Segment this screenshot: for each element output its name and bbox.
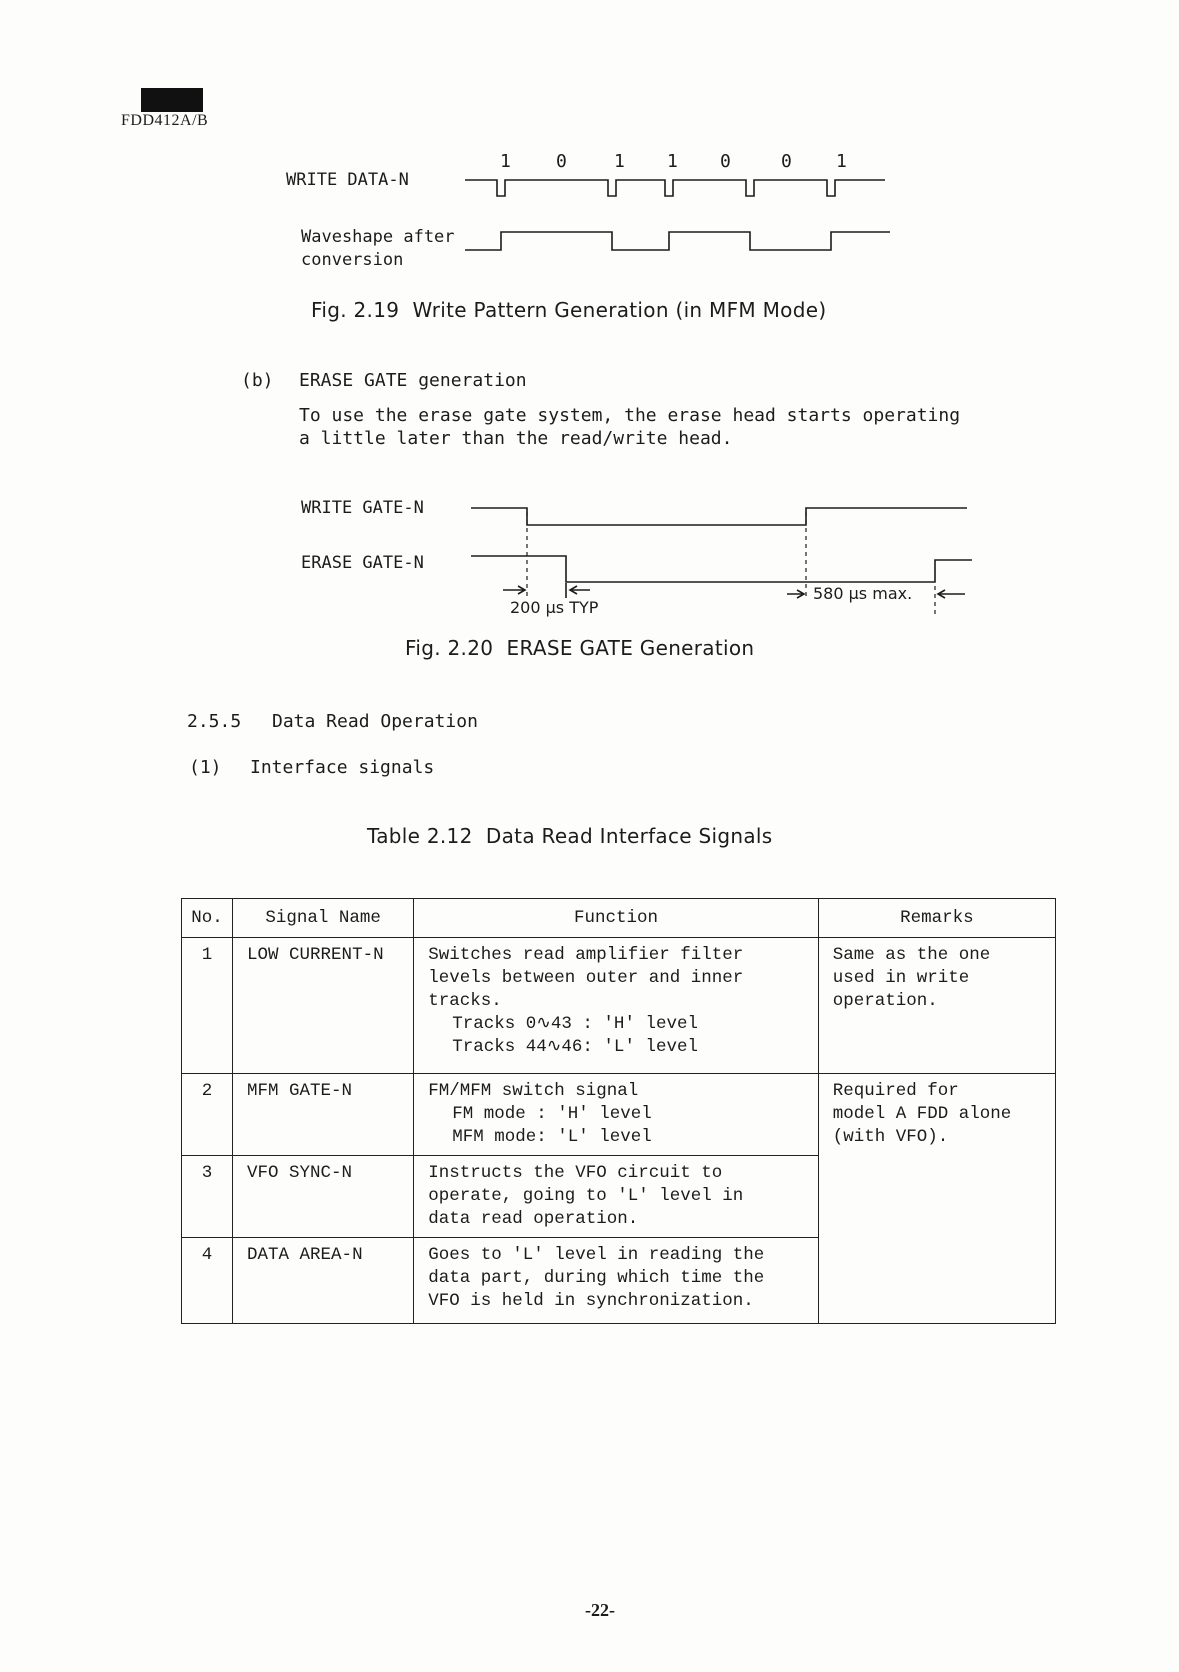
write-gate-waveform — [471, 508, 967, 525]
column-header-function: Function — [414, 899, 818, 938]
row-number: 3 — [201, 1163, 213, 1183]
subsection-number: (1) — [189, 757, 222, 778]
figure-2-20-caption: Fig. 2.20 ERASE GATE Generation — [405, 636, 755, 660]
row-number: 2 — [201, 1081, 213, 1101]
erase-gate-label: ERASE GATE-N — [301, 553, 424, 573]
section-number: 2.5.5 — [187, 711, 242, 732]
function-text: Instructs the VFO circuit to operate, going to 'L' level in data read operation. — [428, 1163, 744, 1229]
table-row — [182, 938, 1056, 1074]
section-title: Data Read Operation — [272, 711, 478, 732]
bit-label-6: 0 — [781, 151, 792, 172]
column-header-no: No. — [182, 899, 233, 938]
delay-200us-label: 200 μs TYP — [510, 598, 599, 617]
erase-paragraph-line-2: a little later than the read/write head. — [299, 428, 733, 449]
remarks-text: Same as the one used in write operation. — [832, 945, 991, 1011]
waveshape-label: Waveshape after — [301, 227, 455, 247]
erase-gate-heading: ERASE GATE generation — [299, 370, 527, 391]
section-marker-b: (b) — [241, 370, 274, 391]
subsection-title: Interface signals — [250, 757, 435, 778]
model-number: FDD412A/B — [121, 112, 209, 129]
figure-2-19-caption: Fig. 2.19 Write Pattern Generation (in MFM Mode) — [311, 298, 827, 322]
write-data-label: WRITE DATA-N — [286, 170, 409, 190]
bit-label-1: 1 — [500, 151, 511, 172]
column-header-signal-name: Signal Name — [233, 899, 414, 938]
function-text: Switches read amplifier filter levels between outer and inner tracks. Tracks 0∿43 : 'H' level Tracks 44∿46: 'L' level — [428, 945, 744, 1057]
bit-label-2: 0 — [556, 151, 567, 172]
signal-name: MFM GATE-N — [247, 1081, 353, 1101]
signal-name: LOW CURRENT-N — [247, 945, 384, 965]
signal-name: DATA AREA-N — [247, 1245, 363, 1265]
row-number: 4 — [201, 1245, 213, 1265]
row-number: 1 — [201, 945, 213, 965]
function-text: FM/MFM switch signal FM mode : 'H' level MFM mode: 'L' level — [428, 1081, 652, 1147]
table-2-12-caption: Table 2.12 Data Read Interface Signals — [367, 824, 773, 848]
remarks-text: Required for model A FDD alone (with VFO). — [832, 1081, 1012, 1147]
write-gate-label: WRITE GATE-N — [301, 498, 424, 518]
bit-label-3: 1 — [614, 151, 625, 172]
bit-label-7: 1 — [836, 151, 847, 172]
max-580us-label: 580 μs max. — [813, 584, 913, 603]
column-header-remarks: Remarks — [818, 899, 1055, 938]
page-number: -22- — [585, 1600, 615, 1620]
function-text: Goes to 'L' level in reading the data part, during which time the VFO is held in synchronization. — [428, 1245, 765, 1311]
converted-waveform — [465, 232, 890, 250]
write-data-waveform — [465, 180, 885, 196]
bit-label-5: 0 — [720, 151, 731, 172]
signal-name: VFO SYNC-N — [247, 1163, 353, 1183]
data-read-signals-table — [181, 898, 1056, 1324]
erase-paragraph-line-1: To use the erase gate system, the erase head starts operating — [299, 405, 961, 426]
bit-label-4: 1 — [667, 151, 678, 172]
table-row — [182, 1074, 1056, 1156]
erase-gate-waveform — [471, 556, 972, 582]
waveshape-label-cont: conversion — [301, 250, 404, 270]
table-header-row — [182, 899, 1056, 938]
